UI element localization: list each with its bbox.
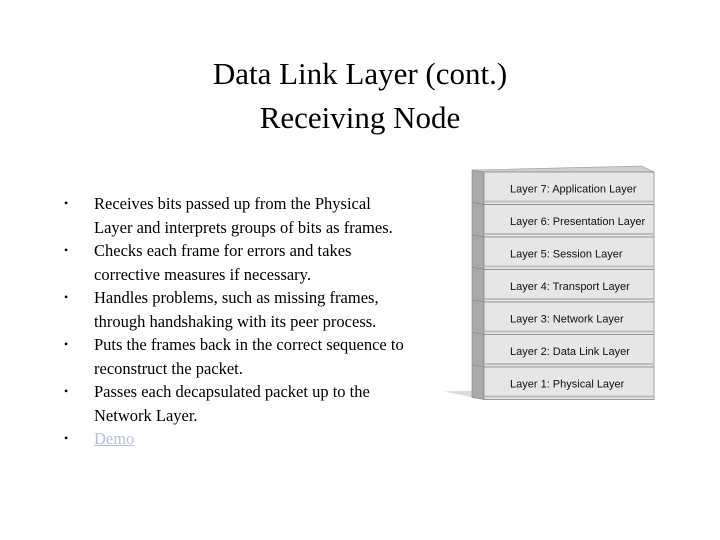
osi-layer-label: Layer 2: Data Link Layer [510, 345, 630, 358]
osi-layer-side [472, 300, 484, 335]
osi-layer-side [472, 170, 484, 205]
bullet-text-line1: Checks each frame for errors and takes [94, 241, 352, 260]
slide-title [0, 52, 720, 140]
osi-layer-side [472, 203, 484, 238]
osi-layer-label: Layer 1: Physical Layer [510, 378, 625, 391]
bullet-dot: • [64, 384, 69, 398]
osi-layer [472, 235, 654, 270]
bullet-text-line2: corrective measures if necessary. [94, 264, 311, 284]
osi-layer [472, 170, 654, 205]
osi-layer-label: Layer 6: Presentation Layer [510, 215, 646, 228]
bullet-text-line1: Receives bits passed up from the Physical [94, 194, 371, 213]
osi-layer [472, 365, 654, 400]
demo-link[interactable]: Demo [94, 429, 135, 448]
osi-layer-label: Layer 4: Transport Layer [510, 280, 630, 293]
osi-layer-side [472, 333, 484, 368]
bullet-text-line2: reconstruct the packet. [94, 358, 243, 378]
osi-layer-label: Layer 5: Session Layer [510, 248, 623, 261]
bullet-item [62, 239, 442, 286]
bullet-item [62, 333, 442, 380]
bullet-text-line2: Network Layer. [94, 405, 198, 425]
stack-top [472, 166, 654, 172]
osi-layer-label: Layer 3: Network Layer [510, 313, 624, 326]
bullet-dot: • [64, 337, 69, 351]
osi-layer [472, 333, 654, 368]
bullet-dot: • [64, 431, 69, 445]
bullet-dot: • [64, 196, 69, 210]
bullet-dot: • [64, 243, 69, 257]
bullet-dot: • [64, 290, 69, 304]
osi-layer [472, 268, 654, 303]
bullet-text-line1: Passes each decapsulated packet up to the [94, 382, 370, 401]
slide-title-line1: Data Link Layer (cont.) [212, 56, 508, 91]
bullet-item-demo [62, 427, 442, 451]
osi-layer-side [472, 365, 484, 400]
osi-layer [472, 300, 654, 335]
bullet-item [62, 380, 442, 427]
bullet-text-line1: Puts the frames back in the correct sequence to [94, 335, 404, 354]
bullet-list [62, 192, 442, 451]
osi-layer-side [472, 268, 484, 303]
osi-layer-stack [440, 152, 680, 402]
osi-layer-side [472, 235, 484, 270]
bullet-text-line2: Layer and interprets groups of bits as frames. [94, 217, 393, 237]
bullet-item [62, 286, 442, 333]
slide-title-line2: Receiving Node [259, 100, 461, 135]
bullet-text-line1: Handles problems, such as missing frames, [94, 288, 379, 307]
osi-layer-label: Layer 7: Application Layer [510, 183, 637, 196]
bullet-text-line2: through handshaking with its peer process. [94, 311, 377, 331]
bullet-item [62, 192, 442, 239]
osi-layer [472, 203, 654, 238]
